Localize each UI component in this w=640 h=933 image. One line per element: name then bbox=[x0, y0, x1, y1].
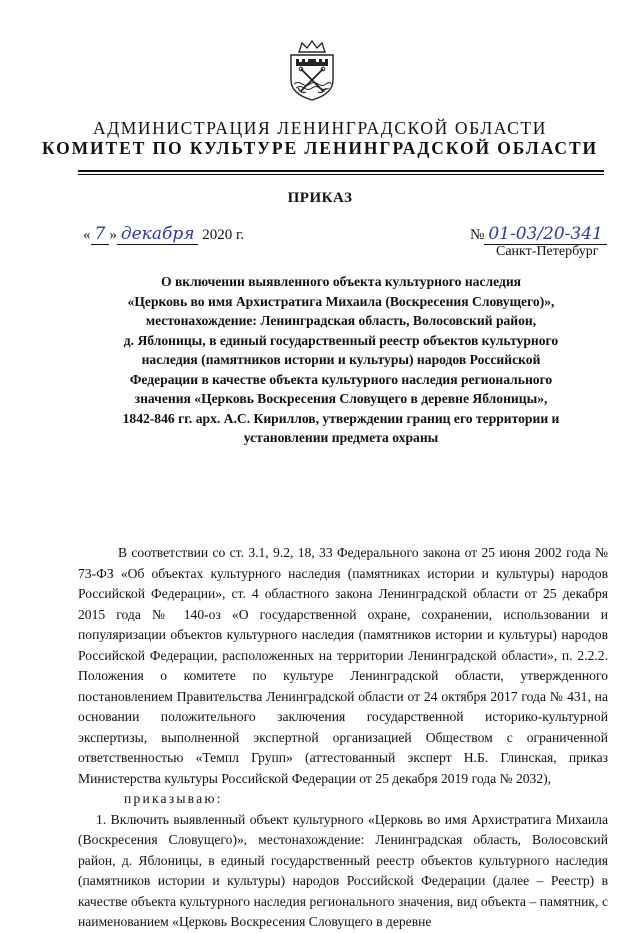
order-item-1: 1. Включить выявленный объект культурного «Церковь во имя Архистратига Михаила (Воскресения Словущего)», местонахождение: Ленинградская область, Волосовский район, д. Яблоницы, в единый государственный реестр объектов культурного наследия (памятников истории и культуры) народов Российской Федерации (далее – Реестр) в качестве объекта культурного наследия регионального значения, вид объекта – памятник, с наименованием «Церковь Воскресения Словущего в деревне bbox=[78, 811, 608, 929]
place-of-issue: Санкт-Петербург bbox=[496, 244, 599, 259]
subject-line: установлении предмета охраны bbox=[243, 430, 439, 445]
document-title: ПРИКАЗ bbox=[287, 190, 353, 206]
subject-line: местонахождение: Ленинградская область, Волосовский район, bbox=[145, 313, 537, 328]
order-subject bbox=[78, 272, 604, 448]
subject-line: О включении выявленного объекта культурного наследия bbox=[160, 274, 522, 289]
coat-of-arms-emblem bbox=[285, 38, 339, 102]
subject-line: значения «Церковь Воскресения Словущего в деревне Яблоницы», bbox=[134, 391, 548, 406]
committee-name: КОМИТЕТ ПО КУЛЬТУРЕ ЛЕНИНГРАДСКОЙ ОБЛАСТИ bbox=[41, 138, 599, 158]
order-body bbox=[78, 543, 608, 933]
order-number bbox=[470, 224, 607, 244]
date-year: 2020 г. bbox=[202, 227, 245, 243]
header-divider-thick bbox=[78, 170, 604, 172]
header-divider-thin bbox=[78, 174, 604, 175]
date-day: 7 bbox=[91, 224, 110, 245]
subject-line: наследия (памятников истории и культуры) народов Российской bbox=[141, 352, 541, 367]
subject-line: д. Яблоницы, в единый государственный реестр объектов культурного bbox=[123, 332, 559, 348]
number-value: 01-03/20-341 bbox=[484, 224, 607, 245]
subject-line: 1842-846 гг. арх. А.С. Кириллов, утверждении границ его территории и bbox=[122, 410, 560, 426]
organization-name: АДМИНИСТРАЦИЯ ЛЕНИНГРАДСКОЙ ОБЛАСТИ bbox=[93, 118, 547, 138]
subject-line: «Церковь во имя Архистратига Михаила (Воскресения Словущего)», bbox=[127, 293, 555, 309]
order-date bbox=[83, 224, 244, 244]
number-prefix: № bbox=[470, 227, 485, 243]
decree-word: приказываю: bbox=[124, 791, 223, 806]
subject-line: Федерации в качестве объекта культурного наследия регионального bbox=[129, 371, 553, 387]
date-month: декабря bbox=[117, 224, 199, 245]
date-open-quote: « bbox=[83, 227, 91, 243]
preamble-paragraph: В соответствии со ст. 3.1, 9.2, 18, 33 Федерального закона от 25 июня 2002 года № 73-ФЗ «Об объектах культурного наследия (памятниках истории и культуры) народов Российской Федерации», ст. 4 областного закона Ленинградской области от 25 декабря 2015 года № 140-оз «О государственной охране, сохранении, использовании и популяризации объектов культурного наследия (памятников истории и культуры) народов Российской Федерации, расположенных на территории Ленинградской области», п. 2.2.2. Положения о комитете по культуре Ленинградской области, утвержденного постановлением Правительства Ленинградской области от 24 октября 2017 года № 431, на основании положительного заключения государственной историко-культурной экспертизы, выполненной экспертной организацией Обществом с ограниченной ответственностью «Темпл Групп» (аттестованный эксперт Н.Б. Глинская, приказ Министерства культуры Российской Федерации от 25 декабря 2019 года № 2032), bbox=[78, 545, 608, 786]
date-close-quote: » bbox=[109, 227, 117, 243]
